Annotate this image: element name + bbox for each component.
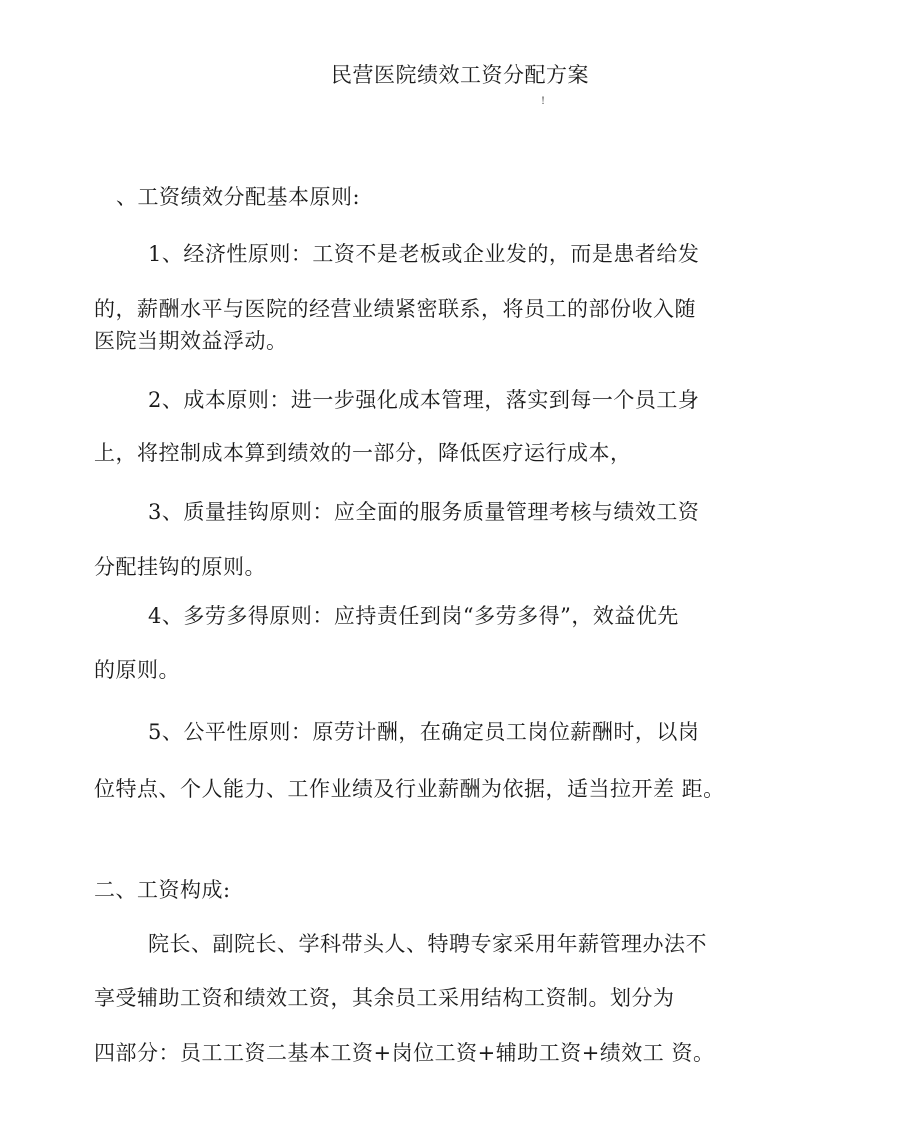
principle-3-line-2: 分配挂钩的原则。 <box>94 555 266 579</box>
principle-5-line-1: 5、公平性原则：原劳计酬，在确定员工岗位薪酬时，以岗 <box>148 720 700 744</box>
principle-1-line-3: 医院当期效益浮动。 <box>94 329 288 353</box>
section2-heading: 二、工资构成: <box>94 878 231 902</box>
principle-4-line-2: 的原则。 <box>94 658 180 682</box>
principle-2-line-1: 2、成本原则：进一步强化成本管理，落实到每一个员工身 <box>148 388 700 412</box>
principle-3-line-1: 3、质量挂钩原则：应全面的服务质量管理考核与绩效工资 <box>148 500 700 524</box>
section2-line-3: 四部分：员工工资二基本工资+岗位工资+辅助工资+绩效工 资。 <box>94 1041 715 1065</box>
principle-5-line-2: 位特点、个人能力、工作业绩及行业薪酬为依据，适当拉开差 距。 <box>94 777 725 801</box>
document-title: 民营医院绩效工资分配方案 <box>331 63 589 87</box>
principle-2-line-2: 上，将控制成本算到绩效的一部分，降低医疗运行成本， <box>94 441 632 465</box>
section2-line-2: 享受辅助工资和绩效工资，其余员工采用结构工资制。划分为 <box>94 986 675 1010</box>
principle-1-line-2: 的，薪酬水平与医院的经营业绩紧密联系，将员工的部份收入随 <box>94 297 696 321</box>
section2-line-1: 院长、副院长、学科带头人、特聘专家采用年薪管理办法不 <box>148 932 707 956</box>
title-mark: ! <box>541 96 546 107</box>
principle-4-line-1: 4、多劳多得原则：应持责任到岗“多劳多得”，效益优先 <box>148 604 679 628</box>
section1-heading: 、工资绩效分配基本原则: <box>116 185 361 209</box>
principle-1-line-1: 1、经济性原则：工资不是老板或企业发的，而是患者给发 <box>148 242 700 266</box>
